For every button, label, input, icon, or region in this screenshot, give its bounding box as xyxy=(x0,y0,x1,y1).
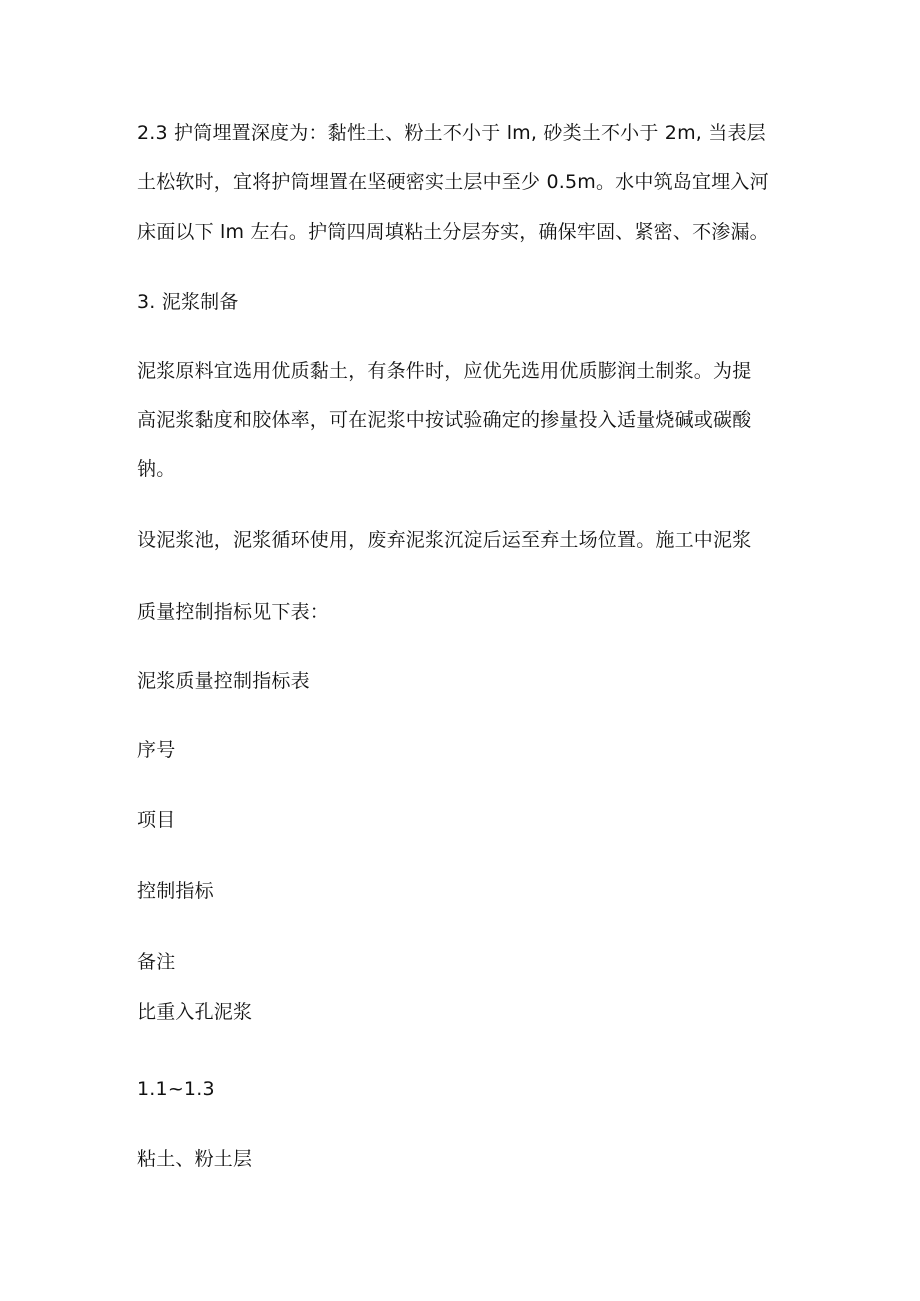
table-cell-remark: 粘土、粉土层 xyxy=(137,1148,253,1170)
table-header-index: 序号 xyxy=(137,739,176,761)
table-cell-indicator: 1.1~1.3 xyxy=(137,1078,215,1100)
pool-paragraph: 设泥浆池，泥浆循环使用，废弃泥浆沉淀后运至弃土场位置。施工中泥浆 xyxy=(137,529,752,551)
materials-line-2: 高泥浆黏度和胶体率，可在泥浆中按试验确定的掺量投入适量烧碱或碳酸 xyxy=(137,409,752,431)
section-2-3-line-1: 2.3 护筒埋置深度为：黏性土、粉土不小于 lm, 砂类土不小于 2m, 当表层 xyxy=(137,122,766,144)
table-header-indicator: 控制指标 xyxy=(137,880,214,902)
materials-line-3: 钠。 xyxy=(137,458,176,480)
materials-line-1: 泥浆原料宜选用优质黏土，有条件时，应优先选用优质膨润土制浆。为提 xyxy=(137,360,752,382)
table-title: 泥浆质量控制指标表 xyxy=(137,670,310,692)
table-header-item: 项目 xyxy=(137,809,176,831)
section-3-heading: 3. 泥浆制备 xyxy=(137,291,239,313)
section-2-3-line-2: 土松软时，宜将护筒埋置在坚硬密实土层中至少 0.5m。水中筑岛宜埋入河 xyxy=(137,171,769,193)
pool-paragraph-cont: 质量控制指标见下表： xyxy=(137,601,330,623)
table-header-remark: 备注 xyxy=(137,951,176,973)
section-2-3-line-3: 床面以下 lm 左右。护筒四周填粘土分层夯实，确保牢固、紧密、不渗漏。 xyxy=(137,221,769,243)
table-cell-item: 比重入孔泥浆 xyxy=(137,1001,253,1023)
